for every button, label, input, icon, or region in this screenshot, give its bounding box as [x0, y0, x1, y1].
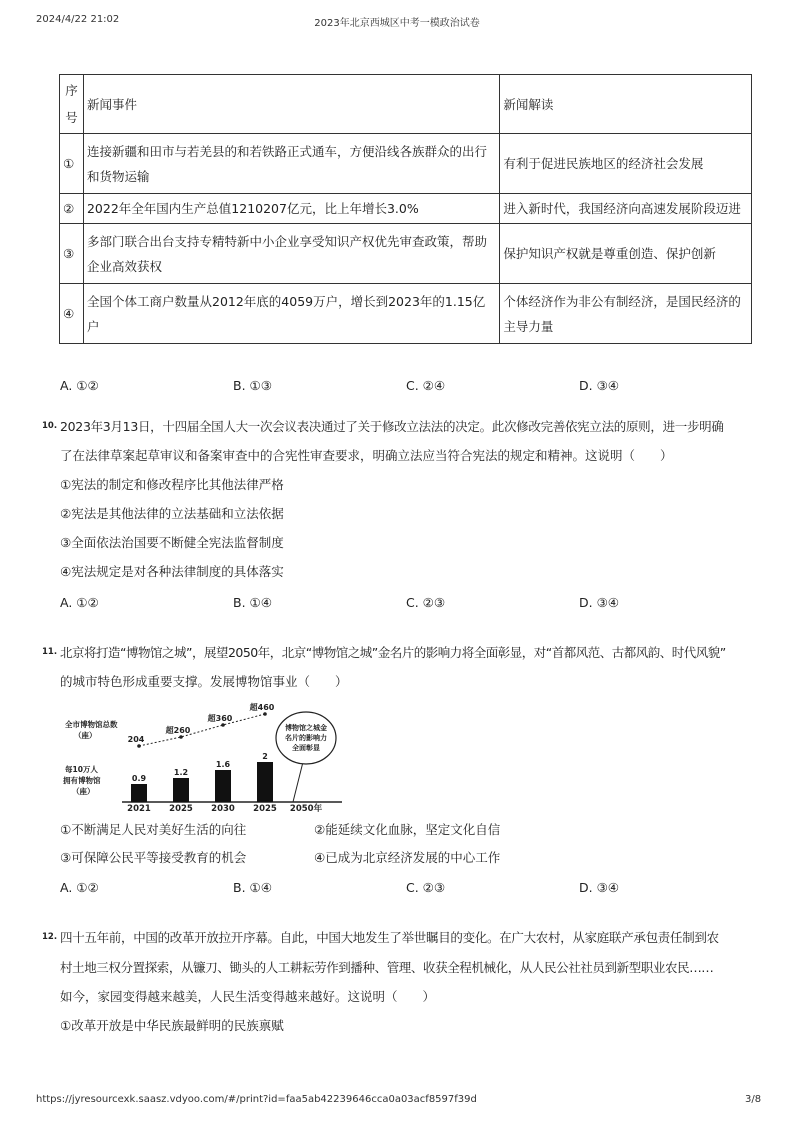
q10-statement: ④宪法规定是对各种法律制度的具体落实 — [60, 564, 284, 579]
page-number: 3/8 — [745, 1094, 762, 1105]
total-trend-line — [139, 714, 265, 746]
total-axis-label: 全市博物馆总数 — [65, 720, 118, 729]
table-row — [60, 194, 752, 224]
callout-pointer — [293, 758, 304, 802]
x-tick-label: 2025 — [169, 804, 193, 812]
x-tick-label: 2025 — [253, 804, 277, 812]
q9-option-a[interactable]: A. ①② — [60, 378, 99, 393]
row-no: ④ — [60, 284, 84, 344]
row-reading: 进入新时代，我国经济向高速发展阶段迈进 — [500, 194, 752, 224]
total-axis-unit: （座） — [74, 731, 97, 740]
table-row — [60, 224, 752, 284]
row-no: ① — [60, 134, 84, 194]
q11-statement: ④已成为北京经济发展的中心工作 — [314, 850, 501, 865]
callout-text: 全面彰显 — [292, 744, 320, 752]
q11-statement: ③可保障公民平等接受教育的机会 — [60, 850, 247, 865]
q11-option-b[interactable]: B. ①④ — [233, 880, 272, 895]
q10-stem-line: 了在法律草案起草审议和备案审查中的合宪性审查要求，明确立法应当符合宪法的规定和精神。这说明（ ） — [60, 448, 673, 463]
q9-option-d[interactable]: D. ③④ — [579, 378, 619, 393]
row-no: ③ — [60, 224, 84, 284]
x-tick-label: 2050年 — [289, 804, 323, 812]
total-value-label: 超260 — [165, 726, 191, 735]
header-no: 序 号 — [60, 75, 84, 134]
x-tick-label: 2030 — [211, 804, 235, 812]
q11-stem-line: 的城市特色形成重要支撑。发展博物馆事业（ ） — [60, 674, 348, 689]
print-datetime: 2024/4/22 21:02 — [36, 14, 120, 25]
page-url: https://jyresourcexk.saasz.vdyoo.com/#/print?id=faa5ab42239646cca0a03acf8597f39d — [36, 1094, 477, 1105]
q11-option-d[interactable]: D. ③④ — [579, 880, 619, 895]
row-event: 2022年全年国内生产总值1210207亿元，比上年增长3.0% — [83, 194, 499, 224]
bar-value-label: 2 — [262, 752, 268, 761]
q9-option-c[interactable]: C. ②④ — [406, 378, 446, 393]
q10-statement: ①宪法的制定和修改程序比其他法律严格 — [60, 477, 284, 492]
per-capita-axis-unit: （座） — [72, 787, 95, 796]
bar-value-label: 1.2 — [173, 768, 189, 777]
q12-stem-line: 村土地三权分置探索，从镰刀、锄头的人工耕耘劳作到播种、管理、收获全程机械化，从人民公社社员到新型职业农民…… — [60, 960, 714, 975]
per-capita-bar — [257, 762, 273, 802]
q12-stem-line: 四十五年前，中国的改革开放拉开序幕。自此，中国大地发生了举世瞩目的变化。在广大农村，从家庭联产承包责任制到农 — [60, 930, 719, 945]
page-title: 2023年北京西城区中考一模政治试卷 — [314, 18, 480, 29]
callout-text: 博物馆之城金 — [285, 724, 327, 732]
total-value-label: 204 — [127, 735, 145, 744]
bar-value-label: 1.6 — [215, 760, 231, 769]
q10-option-a[interactable]: A. ①② — [60, 595, 99, 610]
q12-number: 12. — [42, 932, 58, 942]
row-event: 全国个体工商户数量从2012年底的4059万户，增长到2023年的1.15亿户 — [83, 284, 499, 344]
q10-option-d[interactable]: D. ③④ — [579, 595, 619, 610]
table-header-row — [60, 75, 752, 134]
q12-stem-line: 如今，家园变得越来越美，人民生活变得越来越好。这说明（ ） — [60, 989, 436, 1004]
q11-option-a[interactable]: A. ①② — [60, 880, 99, 895]
table-row — [60, 134, 752, 194]
news-table — [59, 74, 752, 344]
total-value-label: 超360 — [207, 714, 233, 723]
q12-statement: ①改革开放是中华民族最鲜明的民族禀赋 — [60, 1018, 284, 1033]
museum-chart — [60, 698, 350, 812]
row-reading: 个体经济作为非公有制经济，是国民经济的 主导力量 — [500, 284, 752, 344]
per-capita-axis-label: 每10万人 — [65, 765, 98, 774]
total-point — [263, 712, 267, 716]
bar-value-label: 0.9 — [131, 774, 147, 783]
q11-stem-line: 北京将打造“博物馆之城”，展望2050年，北京“博物馆之城”金名片的影响力将全面彰显，对“首都风范、古都风韵、时代风貌” — [60, 645, 726, 660]
row-no: ② — [60, 194, 84, 224]
total-point — [221, 723, 225, 727]
q10-option-c[interactable]: C. ②③ — [406, 595, 446, 610]
row-event: 多部门联合出台支持专精特新中小企业享受知识产权优先审查政策，帮助 企业高效获权 — [83, 224, 499, 284]
q10-statement: ②宪法是其他法律的立法基础和立法依据 — [60, 506, 284, 521]
q10-number: 10. — [42, 421, 58, 431]
row-event: 连接新疆和田市与若羌县的和若铁路正式通车，方便沿线各族群众的出行 和货物运输 — [83, 134, 499, 194]
header-event: 新闻事件 — [83, 75, 499, 134]
q10-statement: ③全面依法治国要不断健全宪法监督制度 — [60, 535, 284, 550]
table-row — [60, 284, 752, 344]
q9-option-b[interactable]: B. ①③ — [233, 378, 272, 393]
row-reading: 有利于促进民族地区的经济社会发展 — [500, 134, 752, 194]
per-capita-bar — [131, 784, 147, 802]
q11-statement: ①不断满足人民对美好生活的向往 — [60, 822, 247, 837]
callout-text: 名片的影响力 — [285, 734, 327, 742]
x-tick-label: 2021 — [127, 804, 151, 812]
per-capita-axis-label: 拥有博物馆 — [63, 776, 101, 785]
q11-statement: ②能延续文化血脉，坚定文化自信 — [314, 822, 501, 837]
q10-option-b[interactable]: B. ①④ — [233, 595, 272, 610]
q11-number: 11. — [42, 647, 58, 657]
per-capita-bar — [173, 778, 189, 802]
total-point — [137, 744, 141, 748]
q10-stem-line: 2023年3月13日，十四届全国人大一次会议表决通过了关于修改立法法的决定。此次修改完善依宪立法的原则，进一步明确 — [60, 419, 724, 434]
per-capita-bar — [215, 770, 231, 802]
q11-option-c[interactable]: C. ②③ — [406, 880, 446, 895]
total-value-label: 超460 — [249, 703, 275, 712]
header-reading: 新闻解读 — [500, 75, 752, 134]
total-point — [179, 735, 183, 739]
row-reading: 保护知识产权就是尊重创造、保护创新 — [500, 224, 752, 284]
